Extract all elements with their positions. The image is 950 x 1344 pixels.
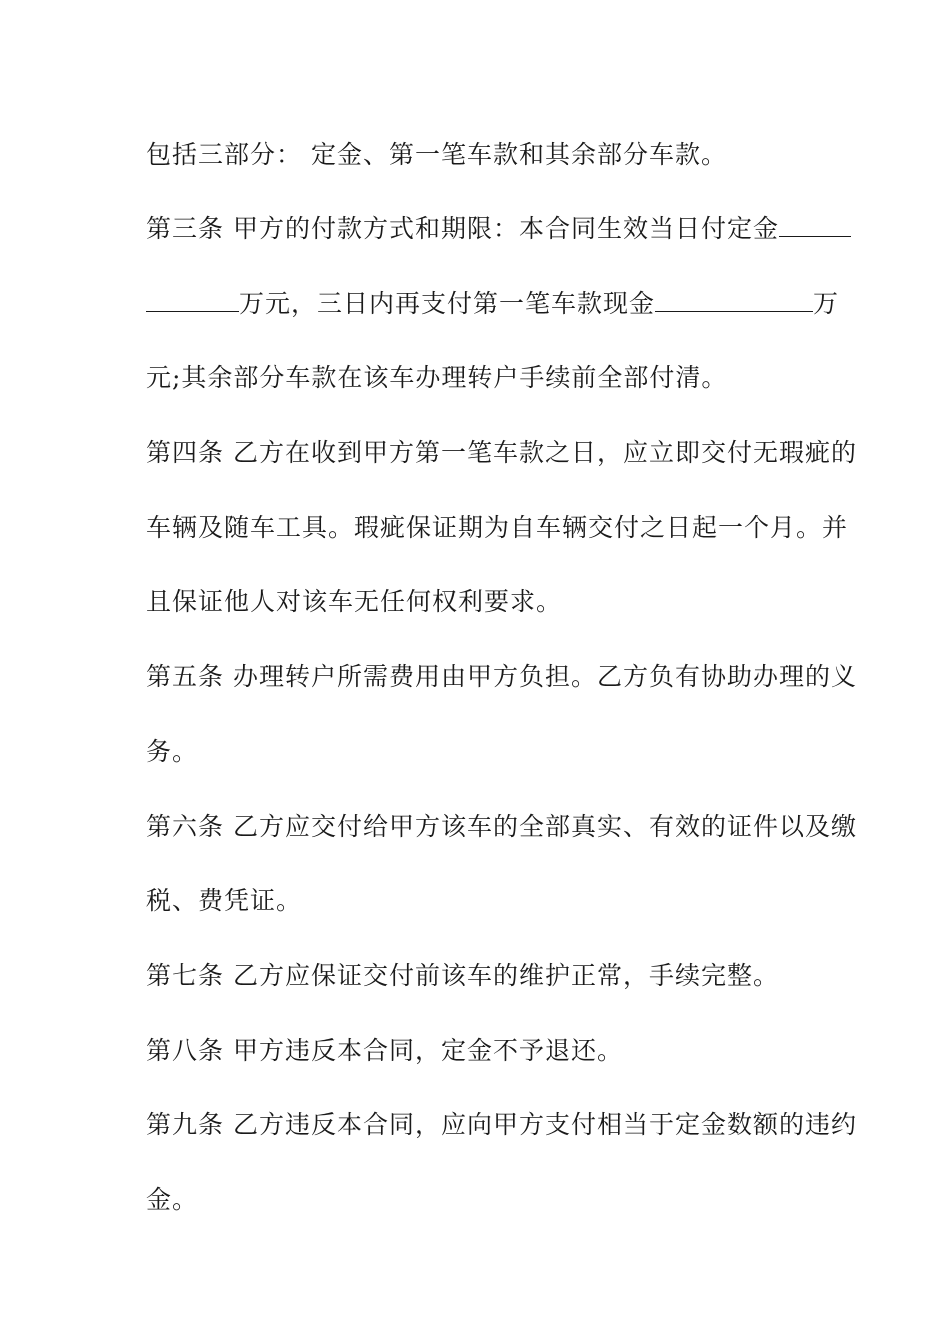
line-text: 万元，三日内再支付第一笔车款现金	[239, 289, 656, 318]
line-text: 元;其余部分车款在该车办理转户手续前全部付清。	[146, 363, 728, 392]
line-text: 第五条 办理转户所需费用由甲方负担。乙方负有协助办理的义	[146, 662, 857, 691]
deposit-amount-blank-continued	[146, 289, 239, 312]
article-8-line	[146, 1034, 816, 1068]
article-4-line-1	[146, 436, 857, 470]
line-text: 第七条 乙方应保证交付前该车的维护正常，手续完整。	[146, 961, 779, 990]
article-9-line-2	[146, 1183, 816, 1217]
line-text: 万	[813, 289, 840, 318]
article-3-line-3	[146, 361, 816, 395]
paragraph-line	[146, 138, 816, 172]
line-text: 第九条 乙方违反本合同，应向甲方支付相当于定金数额的违约	[146, 1110, 857, 1139]
line-text: 第三条 甲方的付款方式和期限：本合同生效当日付定金	[146, 214, 779, 243]
line-text: 务。	[146, 737, 199, 766]
line-text: 且保证他人对该车无任何权利要求。	[146, 587, 563, 616]
article-6-line-1	[146, 810, 857, 844]
line-text: 包括三部分： 定金、第一笔车款和其余部分车款。	[146, 140, 727, 169]
line-text: 第四条 乙方在收到甲方第一笔车款之日，应立即交付无瑕疵的	[146, 438, 857, 467]
line-text: 车辆及随车工具。瑕疵保证期为自车辆交付之日起一个月。并	[146, 513, 849, 542]
line-text: 第六条 乙方应交付给甲方该车的全部真实、有效的证件以及缴	[146, 812, 857, 841]
article-9-line-1	[146, 1108, 857, 1142]
article-3-line-2	[146, 287, 840, 321]
line-text: 税、费凭证。	[146, 886, 303, 915]
article-4-line-2	[146, 511, 849, 545]
deposit-amount-blank	[779, 214, 851, 237]
article-4-line-3	[146, 585, 816, 619]
article-7-line	[146, 959, 816, 993]
line-text: 金。	[146, 1185, 199, 1214]
line-text: 第八条 甲方违反本合同，定金不予退还。	[146, 1036, 623, 1065]
article-6-line-2	[146, 884, 816, 918]
article-3-line-1	[146, 212, 816, 246]
first-payment-blank	[655, 289, 813, 312]
article-5-line-1	[146, 660, 857, 694]
article-5-line-2	[146, 735, 816, 769]
